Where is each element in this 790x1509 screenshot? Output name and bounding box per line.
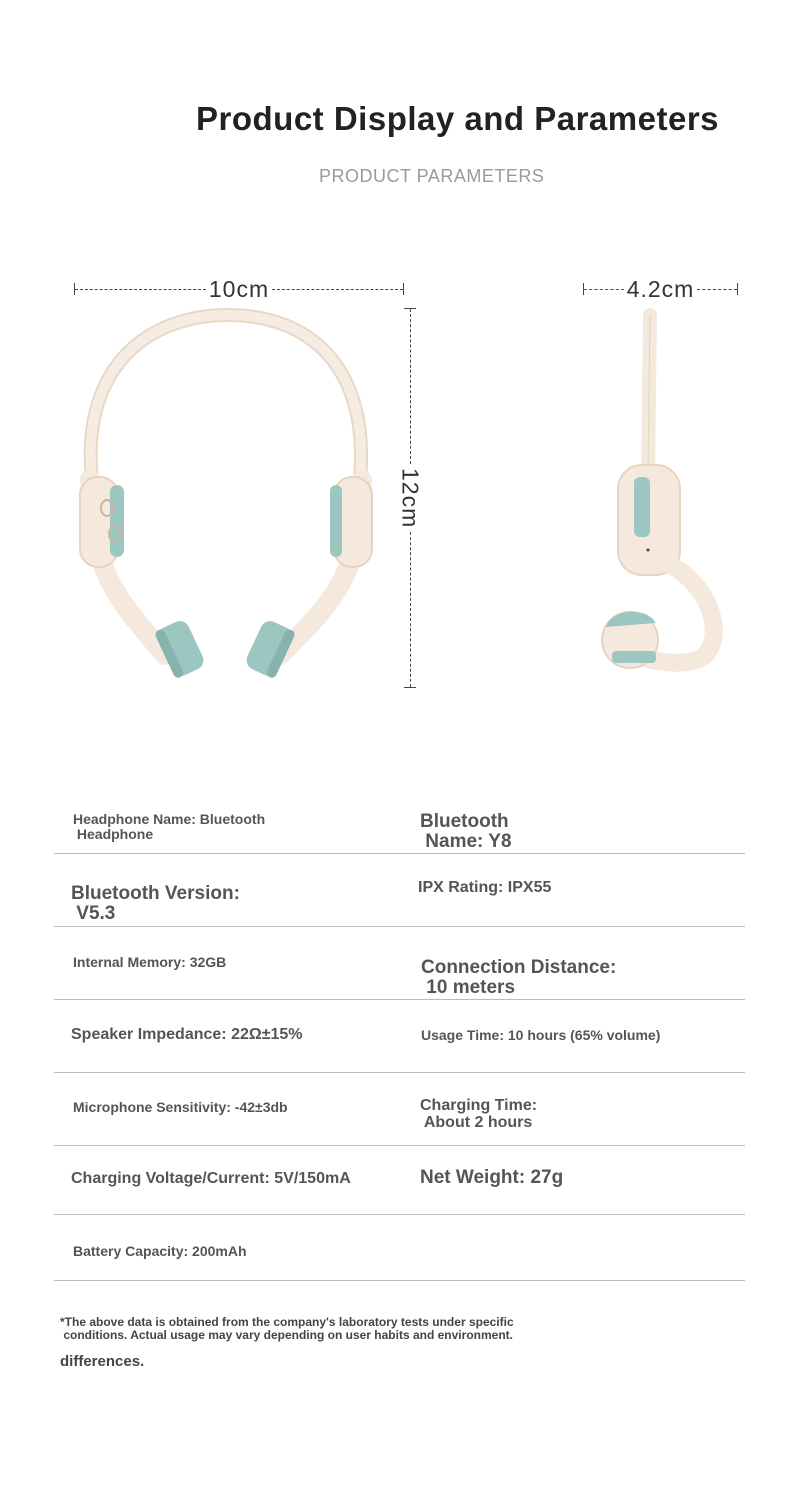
spec-headphone-name: Headphone Name: Bluetooth Headphone xyxy=(73,811,266,842)
headphone-side-view xyxy=(590,305,740,690)
table-divider xyxy=(54,1145,745,1146)
headphone-front-view xyxy=(70,305,390,695)
spec-charging-voltage: Charging Voltage/Current: 5V/150mA xyxy=(71,1170,351,1187)
spec-net-weight: Net Weight: 27g xyxy=(420,1167,564,1188)
spec-charging-time: Charging Time: About 2 hours xyxy=(420,1097,538,1131)
page-subtitle: PRODUCT PARAMETERS xyxy=(319,166,545,186)
side-width-dimension xyxy=(583,275,738,302)
front-width-label: 10cm xyxy=(208,275,270,302)
spec-internal-memory: Internal Memory: 32GB xyxy=(73,954,227,970)
table-divider xyxy=(54,1072,745,1073)
footnote: *The above data is obtained from the company's laboratory tests under specific conditions. Actual usage may vary depending on user habits and environment. xyxy=(60,1315,514,1342)
spec-speaker-impedance: Speaker Impedance: 22Ω±15% xyxy=(71,1026,303,1043)
table-divider xyxy=(54,1280,745,1281)
side-width-label: 4.2cm xyxy=(626,275,695,302)
spec-bluetooth-version: Bluetooth Version: V5.3 xyxy=(71,883,240,924)
front-height-label: 12cm xyxy=(397,467,424,529)
table-divider xyxy=(54,1214,745,1215)
table-divider xyxy=(54,926,745,927)
footnote-differences: differences. xyxy=(60,1353,145,1370)
spec-battery-capacity: Battery Capacity: 200mAh xyxy=(73,1243,247,1259)
spec-ipx-rating: IPX Rating: IPX55 xyxy=(418,879,552,896)
front-height-dimension xyxy=(397,308,424,688)
spec-connection-distance: Connection Distance: 10 meters xyxy=(421,957,617,998)
spec-bluetooth-name: Bluetooth Name: Y8 xyxy=(420,811,512,852)
front-width-dimension xyxy=(74,275,404,302)
table-divider xyxy=(54,853,745,854)
spec-microphone-sensitivity: Microphone Sensitivity: -42±3db xyxy=(73,1099,288,1115)
spec-usage-time: Usage Time: 10 hours (65% volume) xyxy=(421,1027,661,1043)
table-divider xyxy=(54,999,745,1000)
page-title: Product Display and Parameters xyxy=(196,100,720,137)
